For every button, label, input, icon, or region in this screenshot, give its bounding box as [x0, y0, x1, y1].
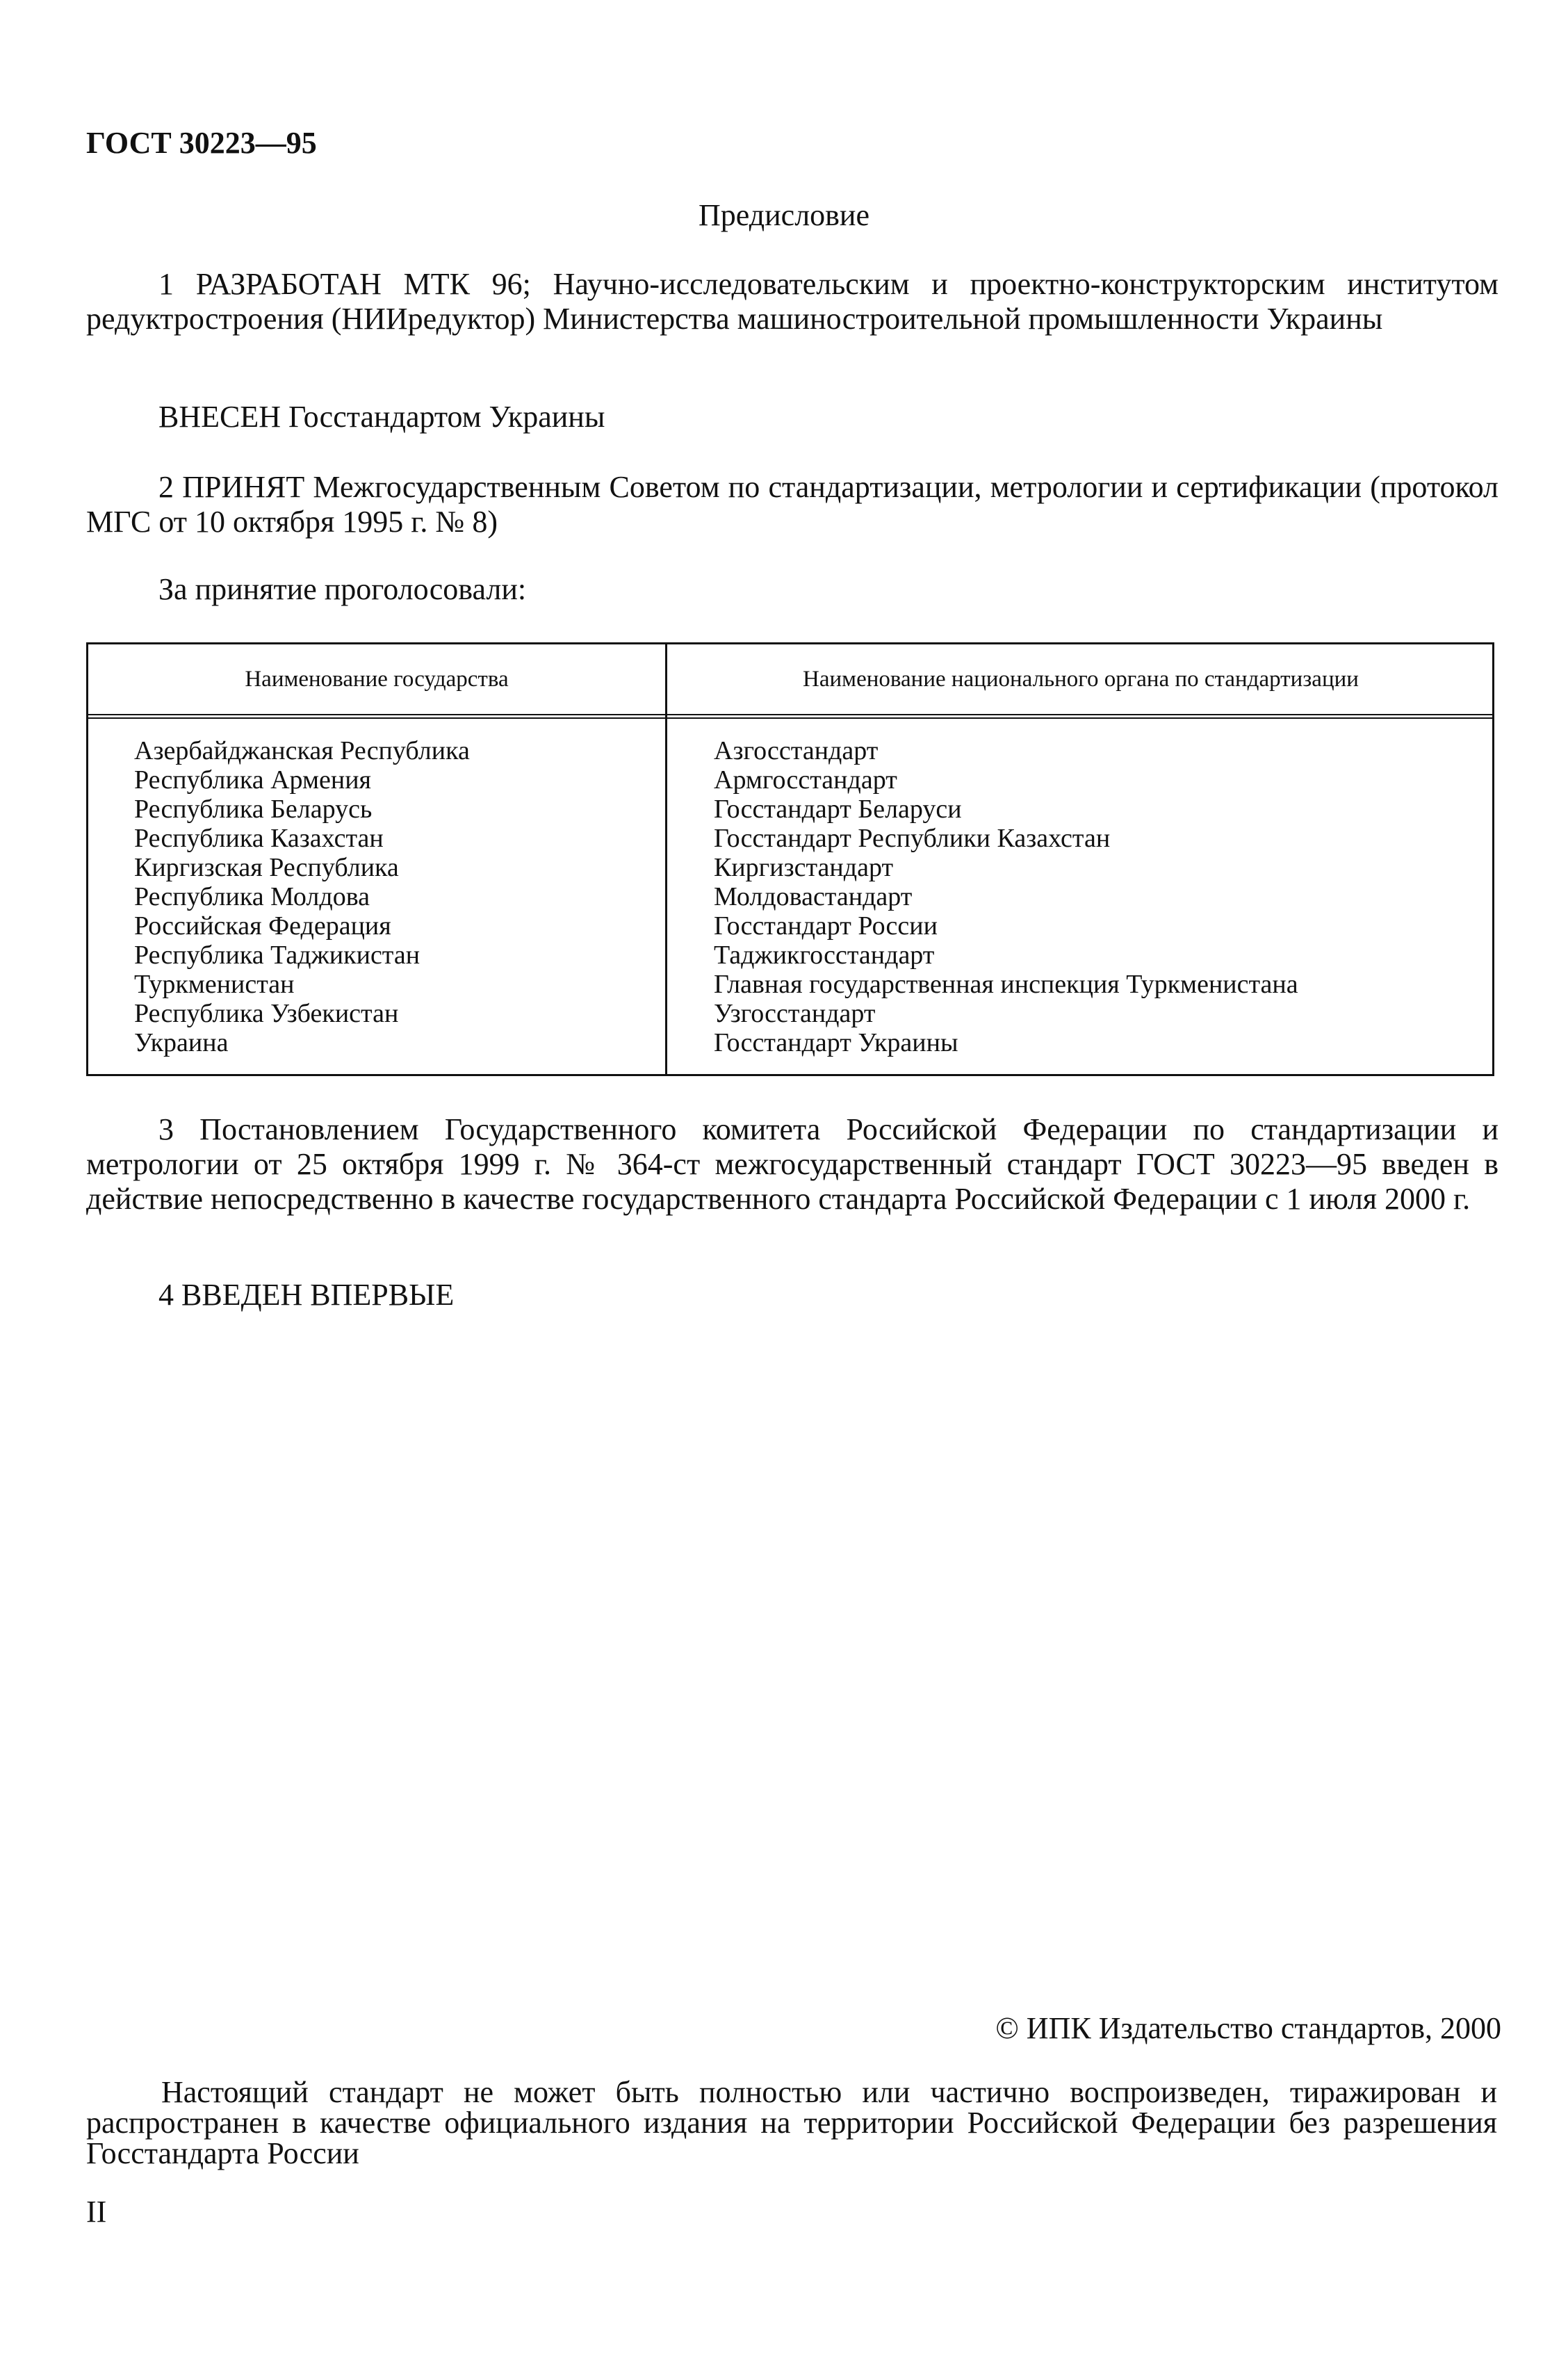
table-cell-body: Молдовастандарт	[714, 882, 913, 911]
page-number: II	[86, 2195, 107, 2229]
table-cell-state: Республика Узбекистан	[134, 999, 399, 1028]
table-cell-state: Российская Федерация	[134, 911, 391, 941]
table-header-body: Наименование национального органа по стандартизации	[803, 666, 1359, 692]
voting-table	[86, 642, 1494, 1076]
table-cell-body: Армгосстандарт	[714, 765, 897, 795]
section-title: Предисловие	[699, 198, 869, 232]
table-cell-state: Республика Казахстан	[134, 824, 384, 853]
table-cell-body: Госстандарт Республики Казахстан	[714, 824, 1111, 853]
section-1-developed: 1 РАЗРАБОТАН МТК 96; Научно-исследовательским и проектно-конструкторским институтом редуктростроения (НИИредуктор) Министерства машиностроительной промышленности Украины	[86, 267, 1498, 336]
bodies-column	[714, 736, 1298, 1057]
document-code: ГОСТ 30223—95	[86, 126, 317, 160]
table-header-state: Наименование государства	[245, 666, 509, 692]
section-4-introduced: 4 ВВЕДЕН ВПЕРВЫЕ	[158, 1278, 455, 1312]
table-cell-body: Госстандарт Беларуси	[714, 795, 962, 824]
section-1-submitted: ВНЕСЕН Госстандартом Украины	[158, 400, 605, 434]
table-cell-state: Украина	[134, 1028, 229, 1057]
table-cell-body: Главная государственная инспекция Туркменистана	[714, 970, 1298, 999]
table-cell-state: Азербайджанская Республика	[134, 736, 470, 765]
table-cell-state: Республика Армения	[134, 765, 372, 795]
table-cell-body: Азгосстандарт	[714, 736, 879, 765]
states-column	[134, 736, 470, 1057]
table-cell-body: Госстандарт России	[714, 911, 938, 941]
reproduction-notice: Настоящий стандарт не может быть полностью или частично воспроизведен, тиражирован и распространен в качестве официального издания на территории Российской Федерации без разрешения Госстандарта России	[86, 2075, 1497, 2170]
vote-intro: За принятие проголосовали:	[158, 572, 527, 606]
table-cell-state: Республика Таджикистан	[134, 941, 420, 970]
table-cell-body: Таджикгосстандарт	[714, 941, 935, 970]
table-cell-body: Госстандарт Украины	[714, 1028, 958, 1057]
table-cell-state: Киргизская Республика	[134, 853, 399, 882]
section-2-adopted: 2 ПРИНЯТ Межгосударственным Советом по стандартизации, метрологии и сертификации (протокол МГС от 10 октября 1995 г. № 8)	[86, 470, 1498, 539]
table-cell-body: Узгосстандарт	[714, 999, 876, 1028]
table-cell-state: Республика Беларусь	[134, 795, 373, 824]
table-cell-state: Туркменистан	[134, 970, 295, 999]
table-cell-body: Киргизстандарт	[714, 853, 894, 882]
section-3-enacted: 3 Постановлением Государственного комитета Российской Федерации по стандартизации и метрологии от 25 октября 1999 г. № 364-ст межгосударственный стандарт ГОСТ 30223—95 введен в действие непосредственно в качестве государственного стандарта Российской Федерации с 1 июля 2000 г.	[86, 1112, 1498, 1216]
table-cell-state: Республика Молдова	[134, 882, 370, 911]
copyright-notice: © ИПК Издательство стандартов, 2000	[995, 2011, 1501, 2045]
